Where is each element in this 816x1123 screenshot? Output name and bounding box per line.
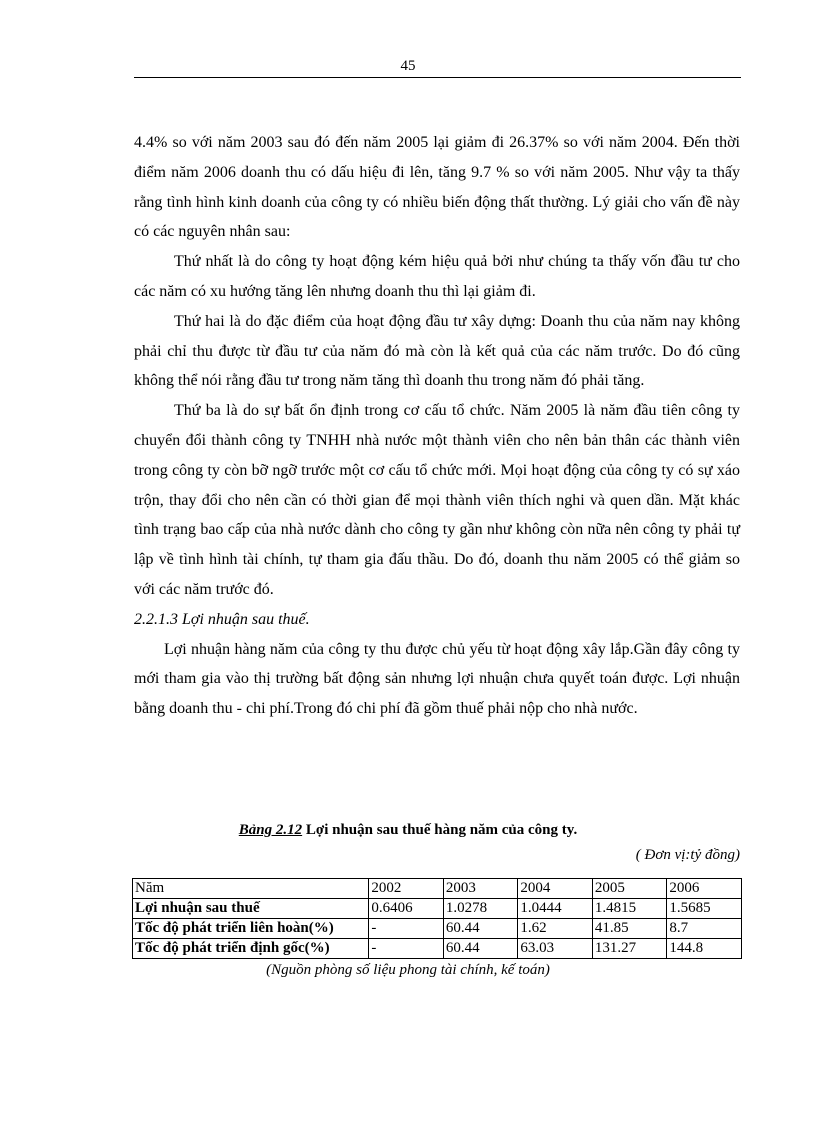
header-rule [134, 77, 741, 78]
table-caption [0, 822, 816, 839]
table-caption-title: Lợi nhuận sau thuế hàng năm của công ty. [305, 822, 578, 838]
table-header-cell: 2006 [667, 879, 742, 899]
unit-note: ( Đơn vị:tỷ đồng) [635, 847, 740, 863]
table-caption-number: Bảng 2.12 [238, 822, 303, 838]
table-cell: Tốc độ phát triển liên hoàn(%) [133, 919, 369, 939]
table-header-cell: 2003 [443, 879, 518, 899]
table-cell: 1.0444 [518, 899, 593, 919]
source-note: (Nguồn phòng số liệu phong tài chính, kế toán) [266, 962, 550, 978]
table-header-row [133, 879, 742, 899]
document-body [134, 128, 740, 724]
table-header-cell: 2004 [518, 879, 593, 899]
table-cell: 60.44 [443, 919, 518, 939]
table-cell: 1.4815 [592, 899, 667, 919]
table-cell: 0.6406 [369, 899, 444, 919]
paragraph-profit: Lợi nhuận hàng năm của công ty thu được chủ yếu từ hoạt động xây lắp.Gần đây công ty mới tham gia vào thị trường bất động sản nhưng lợi nhuận chưa quyết toán được. Lợi nhuận bằng doanh thu - chi phí.Trong đó chi phí đã gồm thuế phải nộp cho nhà nước. [134, 640, 740, 718]
table-cell: 1.0278 [443, 899, 518, 919]
table-row [133, 899, 742, 919]
table-row [133, 939, 742, 959]
paragraph-reason-3: Thứ ba là do sự bất ổn định trong cơ cấu tổ chức. Năm 2005 là năm đầu tiên công ty chuyển đổi thành công ty TNHH nhà nước một thành viên cho nên bản thân các thành viên trong công ty còn bỡ ngỡ trước một cơ cấu tổ chức mới. Mọi hoạt động của công ty có sự xáo trộn, thay đổi cho nên cần có thời gian để mọi thành viên thích nghi và quen dần. Mặt khác tình trạng bao cấp của nhà nước dành cho công ty gần như không còn nữa nên công ty phải tự lập về tình hình tài chính, tự tham gia đấu thầu. Do đó, doanh thu năm 2005 có thể giảm so với các năm trước đó. [134, 402, 740, 598]
table-cell: 1.5685 [667, 899, 742, 919]
table-header-cell: Năm [133, 879, 369, 899]
paragraph-reason-1: Thứ nhất là do công ty hoạt động kém hiệu quả bởi như chúng ta thấy vốn đầu tư cho các năm có xu hướng tăng lên nhưng doanh thu thì lại giảm đi. [134, 253, 740, 300]
table-cell: 131.27 [592, 939, 667, 959]
table-cell: - [369, 919, 444, 939]
table-cell: 8.7 [667, 919, 742, 939]
page-number: 45 [400, 58, 416, 74]
table-cell: 60.44 [443, 939, 518, 959]
table-cell: 63.03 [518, 939, 593, 959]
table-cell: Tốc độ phát triển định gốc(%) [133, 939, 369, 959]
table-cell: - [369, 939, 444, 959]
paragraph-reason-2: Thứ hai là do đặc điểm của hoạt động đầu tư xây dựng: Doanh thu của năm nay không phải chỉ thu được từ đầu tư của năm đó mà còn là kết quả của các năm trước. Do đó cũng không thể nói rằng đầu tư trong năm tăng thì doanh thu trong năm đó phải tăng. [134, 312, 740, 390]
table-header-cell: 2005 [592, 879, 667, 899]
table-cell: 1.62 [518, 919, 593, 939]
table-row [133, 919, 742, 939]
section-heading: 2.2.1.3 Lợi nhuận sau thuế. [134, 610, 310, 628]
table-header-cell: 2002 [369, 879, 444, 899]
paragraph-revenue-change: 4.4% so với năm 2003 sau đó đến năm 2005 lại giảm đi 26.37% so với năm 2004. Đến thời điểm năm 2006 doanh thu có dấu hiệu đi lên, tăng 9.7 % so với năm 2005. Như vậy ta thấy rằng tình hình kinh doanh của công ty có nhiều biến động thất thường. Lý giải cho vấn đề này có các nguyên nhân sau: [134, 134, 740, 241]
profit-table [132, 878, 742, 959]
table-cell: 41.85 [592, 919, 667, 939]
table-cell: Lợi nhuận sau thuế [133, 899, 369, 919]
table-cell: 144.8 [667, 939, 742, 959]
